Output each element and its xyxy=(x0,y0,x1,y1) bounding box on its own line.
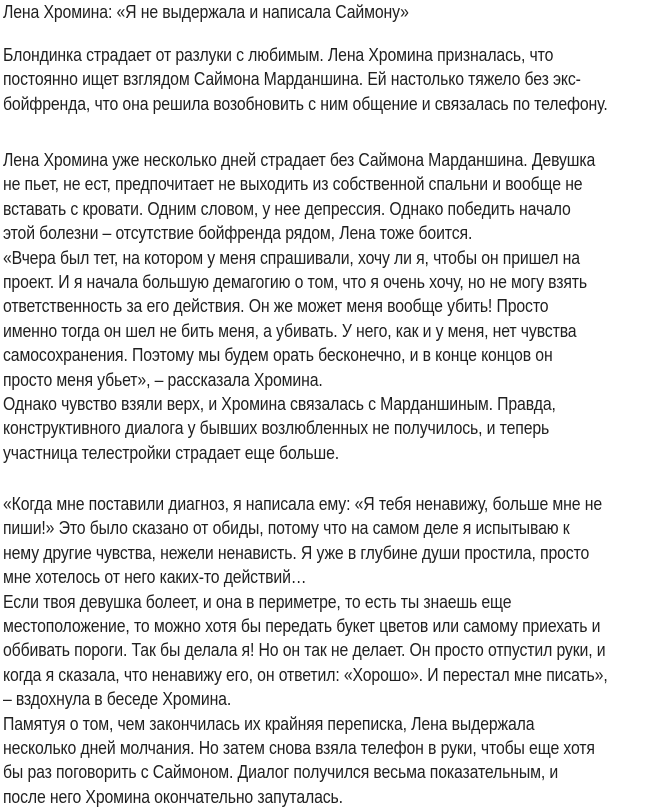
paragraph-intro xyxy=(3,43,670,116)
text-line: Если твоя девушка болеет, и она в периметре, то есть ты знаешь еще xyxy=(3,590,512,612)
text-line: Лена Хромина уже несколько дней страдает без Саймона Марданшина. Девушка xyxy=(3,149,596,170)
text-line: когда я сказала, что ненавижу его, он ответил: «Хорошо». И перестал мне писать», xyxy=(3,663,608,685)
text-line: несколько дней молчания. Но затем снова взяла телефон в руки, чтобы еще хотя xyxy=(3,736,595,758)
text-line: местоположение, то можно хотя бы передать букет цветов или самому приехать и xyxy=(3,614,601,636)
text-line: «Вчера был тет, на котором у меня спрашивали, хочу ли я, чтобы он пришел на xyxy=(3,246,580,268)
text-line: постоянно ищет взглядом Саймона Марданшина. Ей настолько тяжело без экс- xyxy=(3,68,581,90)
text-line: бойфренда, что она решила возобновить с ним общение и связалась по телефону. xyxy=(3,92,608,114)
text-line: Однако чувство взяли верх, и Хромина связалась с Марданшиным. Правда, xyxy=(3,392,556,414)
text-line: оббивать пороги. Так бы делала я! Но он так не делает. Он просто отпустил руки, и xyxy=(3,639,606,661)
text-line: пиши!» Это было сказано от обиды, потому что на самом деле я испытываю к xyxy=(3,517,570,539)
title-text: Лена Хромина: «Я не выдержала и написала Саймону» xyxy=(3,1,409,22)
article-title xyxy=(3,0,670,24)
text-line: именно тогда он шел не бить меня, а убивать. У него, как и у меня, нет чувства xyxy=(3,319,577,341)
text-line: мне хотелось от него каких-то действий… xyxy=(3,566,307,588)
text-line: просто меня убьет», – рассказала Хромина. xyxy=(3,368,323,390)
text-line: не пьет, не ест, предпочитает не выходить из собственной спальни и вообще не xyxy=(3,173,583,195)
text-line: нему другие чувства, нежели ненависть. Я уже в глубине души простила, просто xyxy=(3,541,590,563)
text-line: участница телестройки страдает еще больше. xyxy=(3,441,340,463)
paragraph-body-1 xyxy=(3,148,670,465)
text-line: – вздохнула в беседе Хромина. xyxy=(3,688,232,710)
text-line: Блондинка страдает от разлуки с любимым. Лена Хромина призналась, что xyxy=(3,44,554,65)
text-line: после него Хромина окончательно запуталась. xyxy=(3,785,343,807)
text-line: «Когда мне поставили диагноз, я написала ему: «Я тебя ненавижу, больше мне не xyxy=(3,493,602,514)
text-line: ответственность за его действия. Он же может меня вообще убить! Просто xyxy=(3,295,549,317)
text-line: этой болезни – отсутствие бойфренда рядом, Лена тоже боится. xyxy=(3,222,473,244)
text-line: Памятуя о том, чем закончилась их крайняя переписка, Лена выдержала xyxy=(3,712,535,734)
paragraph-body-2 xyxy=(3,492,670,809)
text-line: вставать с кровати. Одним словом, у нее депрессия. Однако победить начало xyxy=(3,197,571,219)
text-line: самосохранения. Поэтому мы будем орать бесконечно, и в конце концов он xyxy=(3,344,553,366)
text-line: проект. И я начала большую демагогию о том, что я очень хочу, но не могу взять xyxy=(3,270,588,292)
text-line: конструктивного диалога у бывших возлюбленных не получилось, и теперь xyxy=(3,417,550,439)
text-line: бы раз поговорить с Саймоном. Диалог получился весьма показательным, и xyxy=(3,761,559,783)
